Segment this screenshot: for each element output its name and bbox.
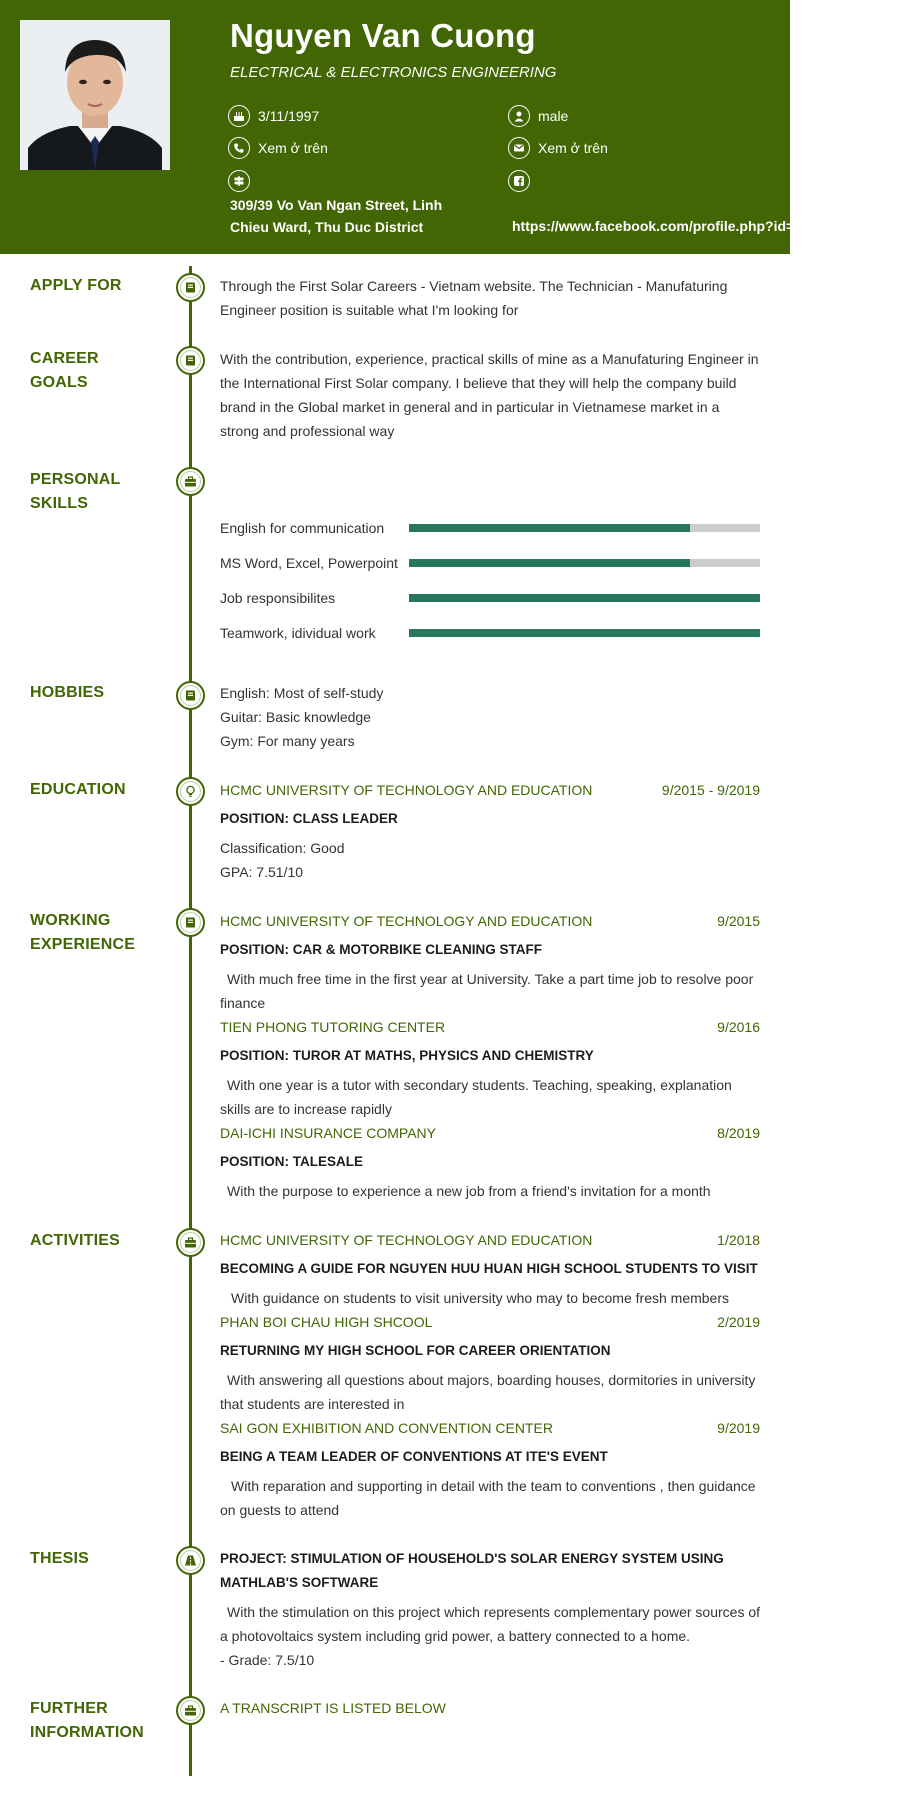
work-description: With one year is a tutor with secondary students. Teaching, speaking, explanation skills are to increase rapidly — [220, 1077, 732, 1117]
book-icon — [176, 273, 205, 302]
education-position: POSITION: CLASS LEADER — [220, 811, 398, 826]
gender-row — [508, 105, 568, 127]
briefcase-icon — [176, 467, 205, 496]
skill-bar — [409, 524, 760, 532]
facebook-icon — [508, 170, 530, 192]
section-title-career-goals: CAREER GOALS — [30, 350, 99, 391]
section-title-education: EDUCATION — [30, 781, 126, 798]
work-org: TIEN PHONG TUTORING CENTER — [220, 1019, 446, 1035]
briefcase-icon — [176, 1228, 205, 1257]
work-date: 9/2016 — [717, 1019, 760, 1035]
user-icon — [508, 105, 530, 127]
phone-row — [228, 137, 328, 159]
section-title-apply-for: APPLY FOR — [30, 277, 122, 294]
work-description: With the purpose to experience a new job from a friend's invitation for a month — [227, 1183, 711, 1199]
phone-icon — [228, 137, 250, 159]
activity-title: RETURNING MY HIGH SCHOOL FOR CAREER ORIENTATION — [220, 1343, 611, 1358]
birthday-row — [228, 105, 319, 127]
activity-date: 2/2019 — [717, 1314, 760, 1330]
address-row — [228, 170, 258, 192]
education-detail: GPA: 7.51/10 — [220, 864, 304, 880]
activity-description: With answering all questions about majors, boarding houses, dormitories in university that students are interested in — [220, 1372, 756, 1412]
skill-bar — [409, 594, 760, 602]
apply-for-text: Through the First Solar Careers - Vietnam website. The Technician - Manufaturing Engineer position is suitable what I'm looking for — [220, 278, 728, 318]
activity-description: With reparation and supporting in detail with the team to conventions , then guidance on guests to attend — [220, 1478, 756, 1518]
skill-bar — [409, 559, 760, 567]
further-information-text: A TRANSCRIPT IS LISTED BELOW — [220, 1700, 446, 1716]
hobby-item: English: Most of self-study — [220, 685, 384, 701]
section-title-thesis: THESIS — [30, 1550, 89, 1567]
address-value: 309/39 Vo Van Ngan Street, Linh Chieu Ward, Thu Duc District — [230, 197, 443, 235]
facebook-link[interactable]: https://www.facebook.com/profile.php?id=100010393468795 — [512, 218, 911, 234]
thesis-grade: - Grade: 7.5/10 — [220, 1652, 315, 1668]
book-icon — [176, 908, 205, 937]
candidate-major: ELECTRICAL & ELECTRONICS ENGINEERING — [230, 64, 557, 81]
activity-title: BEING A TEAM LEADER OF CONVENTIONS AT ITE'S EVENT — [220, 1449, 608, 1464]
thesis-description: With the stimulation on this project which represents complementary power sources of a photovoltaics system including grid power, a battery connected to a home. — [220, 1604, 761, 1644]
email-row — [508, 137, 608, 159]
email-icon — [508, 137, 530, 159]
hobby-item: Gym: For many years — [220, 733, 355, 749]
skill-fill — [409, 594, 760, 602]
signpost-icon — [228, 170, 250, 192]
activity-date: 9/2019 — [717, 1420, 760, 1436]
section-title-activities: ACTIVITIES — [30, 1232, 121, 1249]
skill-label: English for communication — [220, 520, 385, 536]
gender-value: male — [538, 108, 569, 124]
work-position: POSITION: TUROR AT MATHS, PHYSICS AND CHEMISTRY — [220, 1048, 594, 1063]
work-position: POSITION: TALESALE — [220, 1154, 364, 1169]
skill-label: MS Word, Excel, Powerpoint — [220, 555, 398, 571]
birthday-cake-icon — [228, 105, 250, 127]
skill-bar — [409, 629, 760, 637]
facebook-row — [508, 170, 538, 192]
skill-label: Teamwork, idividual work — [220, 625, 376, 641]
avatar — [20, 20, 170, 170]
birthday-value: 3/11/1997 — [258, 108, 320, 124]
skill-fill — [409, 559, 690, 567]
activity-org: HCMC UNIVERSITY OF TECHNOLOGY AND EDUCATION — [220, 1232, 593, 1248]
book-icon — [176, 346, 205, 375]
skill-label: Job responsibilites — [220, 590, 336, 606]
work-org: HCMC UNIVERSITY OF TECHNOLOGY AND EDUCATION — [220, 913, 593, 929]
lightbulb-icon — [176, 777, 205, 806]
profile-header — [0, 0, 911, 254]
skill-fill — [409, 524, 690, 532]
section-title-hobbies: HOBBIES — [30, 684, 105, 701]
activity-date: 1/2018 — [717, 1232, 760, 1248]
education-org: HCMC UNIVERSITY OF TECHNOLOGY AND EDUCATION — [220, 782, 593, 798]
education-detail: Classification: Good — [220, 840, 345, 856]
thesis-project: PROJECT: STIMULATION OF HOUSEHOLD'S SOLAR ENERGY SYSTEM USING MATHLAB'S SOFTWARE — [220, 1551, 724, 1590]
work-date: 8/2019 — [717, 1125, 760, 1141]
profile-photo — [20, 20, 170, 170]
work-org: DAI-ICHI INSURANCE COMPANY — [220, 1125, 436, 1141]
skill-fill — [409, 629, 760, 637]
career-goals-text: With the contribution, experience, practical skills of mine as a Manufaturing Engineer in the International First Solar company. I believe that they will help the company build brand in the Global market in general and in particular in Vietnamese market in a strong and professional way — [220, 351, 759, 439]
work-description: With much free time in the first year at University. Take a part time job to resolve poor finance — [220, 971, 754, 1011]
book-icon — [176, 681, 205, 710]
section-title-further-information: FURTHER INFORMATION — [30, 1700, 144, 1741]
activity-org: SAI GON EXHIBITION AND CONVENTION CENTER — [220, 1420, 553, 1436]
briefcase-icon — [176, 1696, 205, 1725]
section-title-personal-skills: PERSONAL SKILLS — [30, 471, 121, 512]
work-position: POSITION: CAR & MOTORBIKE CLEANING STAFF — [220, 942, 542, 957]
road-icon — [176, 1546, 205, 1575]
hobby-item: Guitar: Basic knowledge — [220, 709, 371, 725]
education-date: 9/2015 - 9/2019 — [661, 782, 760, 798]
activity-org: PHAN BOI CHAU HIGH SHCOOL — [220, 1314, 433, 1330]
activity-description: With guidance on students to visit university who may to become fresh members — [231, 1290, 729, 1306]
work-date: 9/2015 — [717, 913, 760, 929]
section-title-working-experience: WORKING EXPERIENCE — [30, 912, 136, 953]
activity-title: BECOMING A GUIDE FOR NGUYEN HUU HUAN HIGH SCHOOL STUDENTS TO VISIT — [220, 1261, 758, 1276]
phone-value: Xem ở trên — [258, 140, 328, 156]
email-value: Xem ở trên — [538, 140, 608, 156]
candidate-name: Nguyen Van Cuong — [230, 17, 536, 54]
